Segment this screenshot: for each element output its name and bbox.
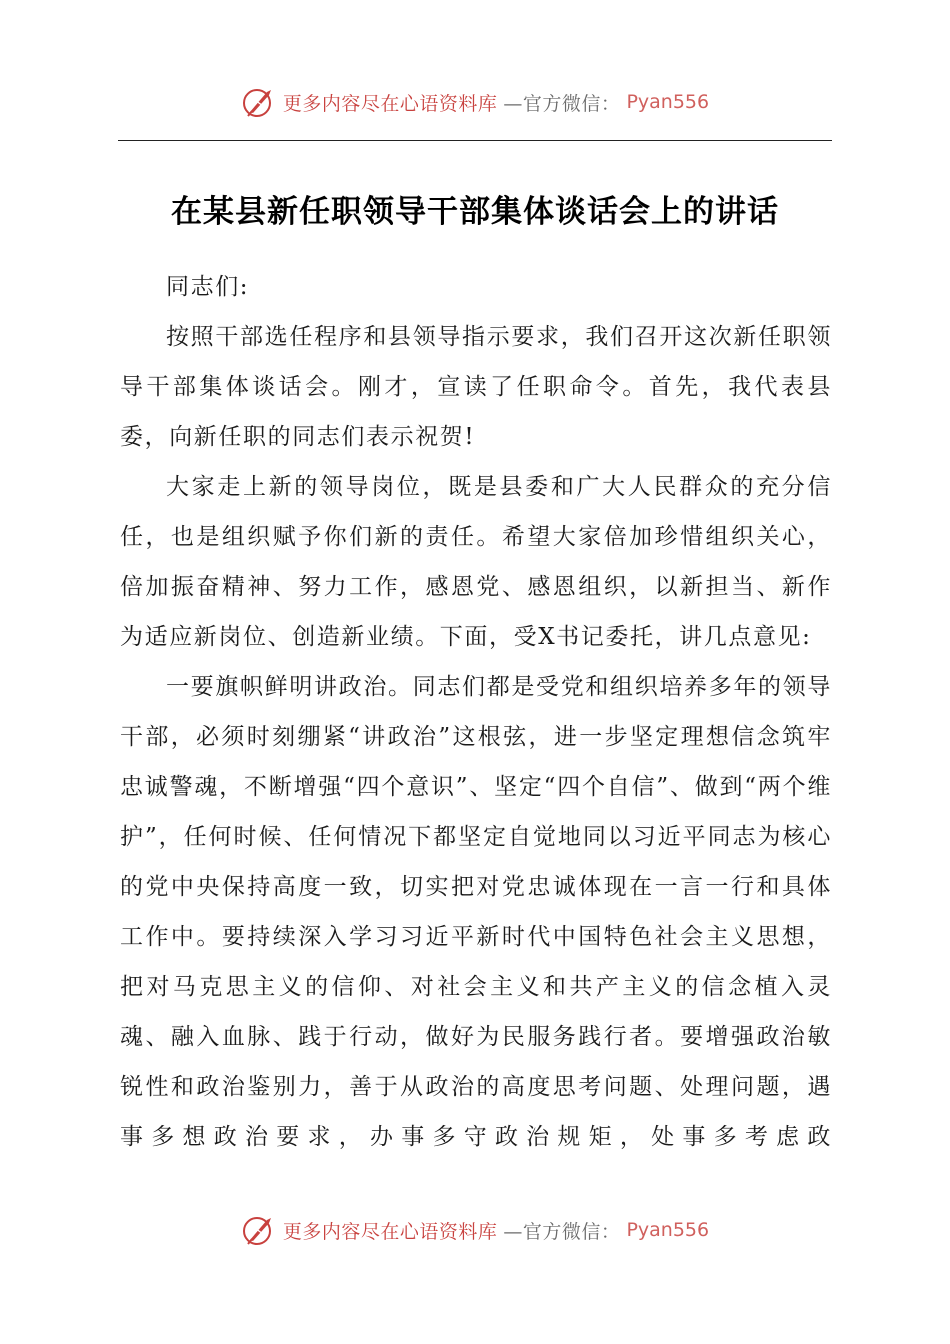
- header-rule: [118, 140, 832, 141]
- paragraph-1: 按照干部选任程序和县领导指示要求，我们召开这次新任职领导干部集体谈话会。刚才，宣读了任职命令。首先，我代表县委，向新任职的同志们表示祝贺!: [120, 324, 832, 450]
- banner: [241, 1212, 709, 1248]
- paragraph-2: 大家走上新的领导岗位，既是县委和广大人民群众的充分信任，也是组织赋予你们新的责任。希望大家倍加珍惜组织关心，倍加振奋精神、努力工作，感恩党、感恩组织，以新担当、新作为适应新岗位、创造新业绩。下面，受X书记委托，讲几点意见:: [120, 474, 832, 650]
- quill-pen-logo-icon: [241, 1212, 277, 1248]
- banner: [241, 84, 709, 120]
- wechat-id: Pyan556: [626, 1219, 710, 1241]
- header-banner: [0, 82, 950, 122]
- banner-grey-text: —官方微信：: [503, 92, 621, 115]
- document-body: [120, 262, 832, 1162]
- banner-grey-text: —官方微信：: [503, 1220, 621, 1243]
- quill-pen-logo-icon: [241, 84, 277, 120]
- salutation: 同志们:: [166, 274, 250, 300]
- footer-banner: [0, 1210, 950, 1250]
- wechat-id: Pyan556: [626, 91, 710, 113]
- document-title: 在某县新任职领导干部集体谈话会上的讲话: [171, 194, 779, 230]
- banner-red-text: 更多内容尽在心语资料库: [282, 92, 498, 115]
- banner-red-text: 更多内容尽在心语资料库: [282, 1220, 498, 1243]
- paragraph-3: 一要旗帜鲜明讲政治。同志们都是受党和组织培养多年的领导干部，必须时刻绷紧“讲政治”这根弦，进一步坚定理想信念筑牢忠诚警魂，不断增强“四个意识”、坚定“四个自信”、做到“两个维护”，任何时候、任何情况下都坚定自觉地同以习近平同志为核心的党中央保持高度一致，切实把对党忠诚体现在一言一行和具体工作中。要持续深入学习习近平新时代中国特色社会主义思想，把对马克思主义的信仰、对社会主义和共产主义的信念植入灵魂、融入血脉、践于行动，做好为民服务践行者。要增强政治敏锐性和政治鉴别力，善于从政治的高度思考问题、处理问题，遇事多想政治要求，办事多守政治规矩，处事多考虑政: [120, 674, 832, 1150]
